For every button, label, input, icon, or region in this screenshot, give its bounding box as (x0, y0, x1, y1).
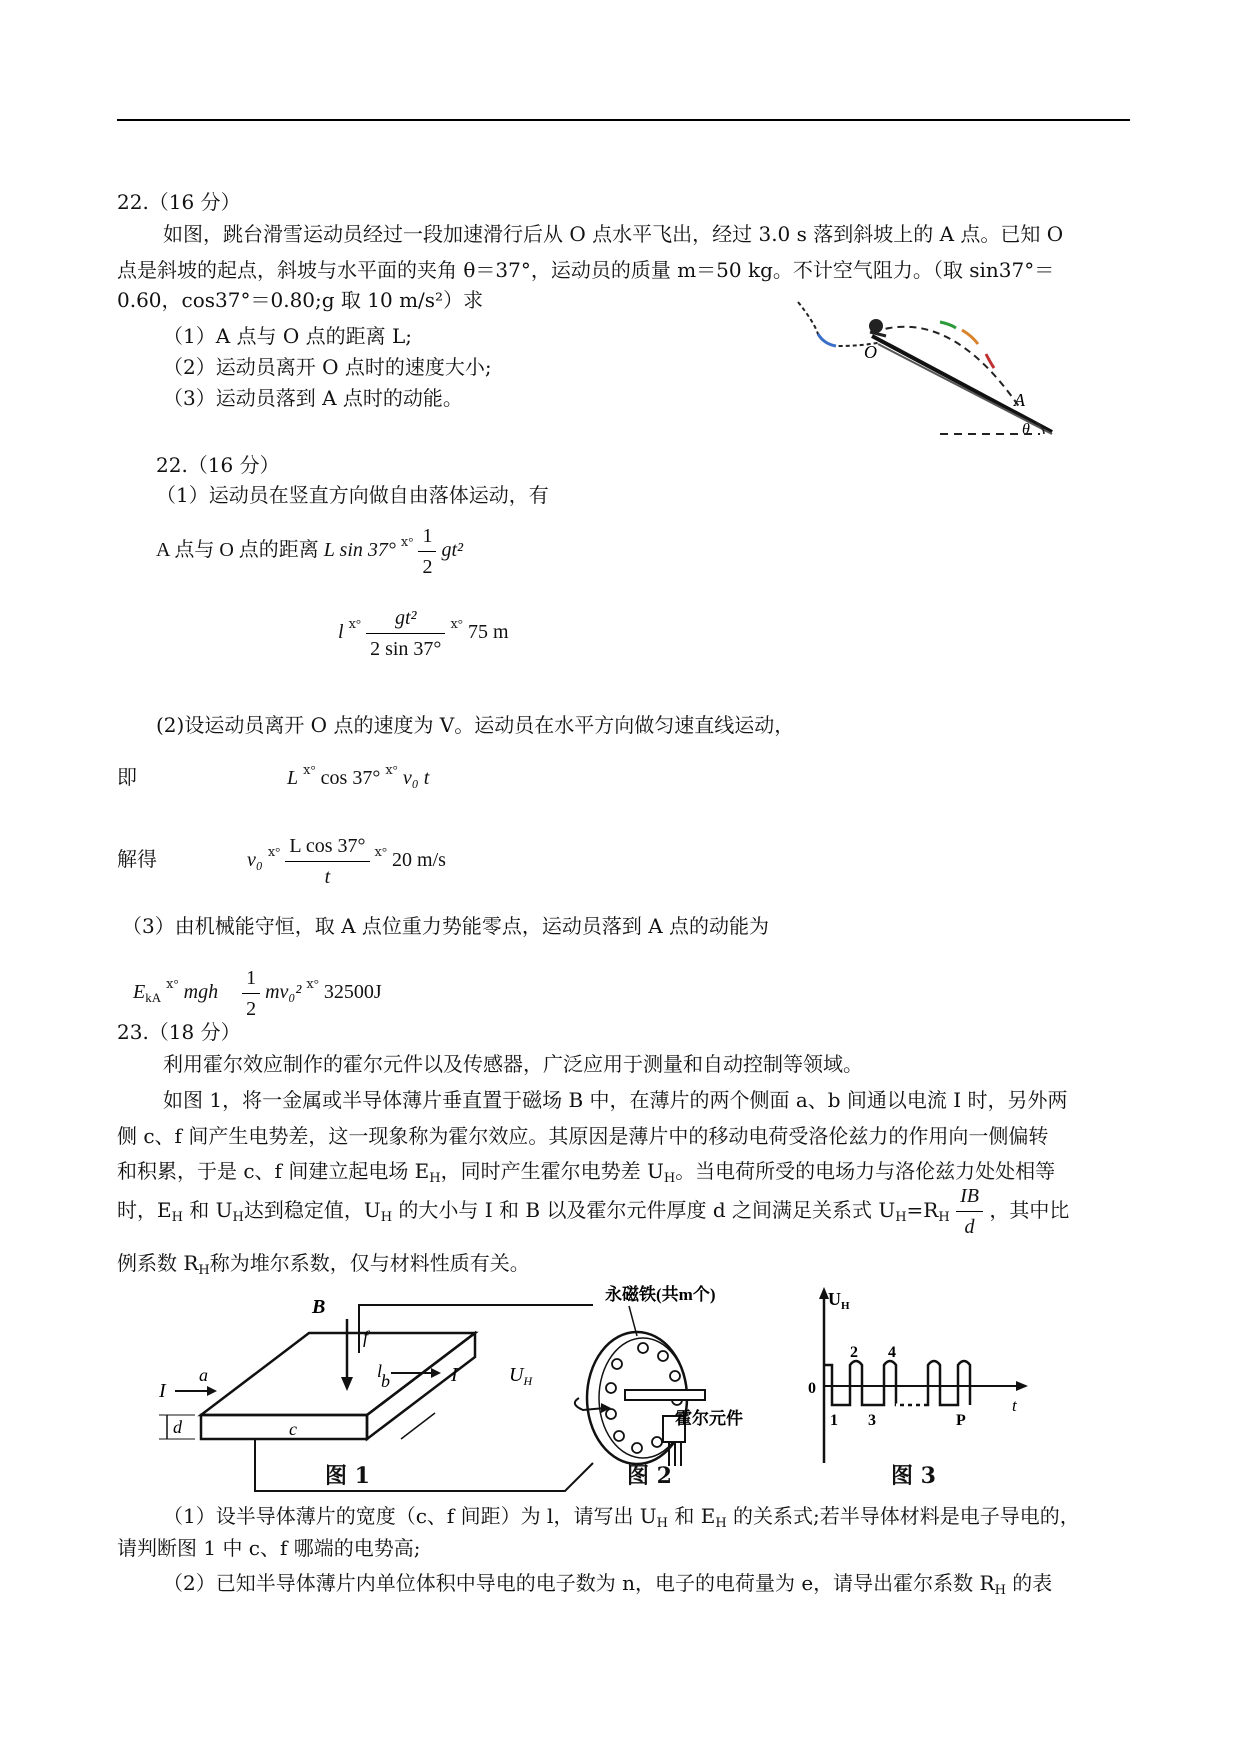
sol22-eq2b-jiede: 解得 (117, 849, 157, 871)
fig1-label-d: d (173, 1417, 182, 1437)
fig2-caption: 图 2 (627, 1463, 672, 1489)
sol22-eq2-lhs: L (287, 767, 299, 789)
q22-item3: （3）运动员落到 A 点时的动能。 (163, 386, 463, 410)
sol22-eq1-prefix: A 点与 O 点的距离 (156, 539, 319, 561)
fig-label-A: A (1014, 390, 1025, 410)
hall-figure-2 (565, 1280, 743, 1480)
q23-para2-line1: 如图 1，将一金属或半导体薄片垂直置于磁场 B 中，在薄片的两个侧面 a、b 间通以电流 I 时，另外两 (163, 1088, 1068, 1112)
sol22-eq3-lhs: E (133, 981, 146, 1003)
fig3-label-3: 3 (868, 1412, 876, 1429)
sol22-eq3-mgh: mgh (183, 981, 219, 1003)
sol22-eq2b (117, 820, 446, 892)
q22-item1: （1）A 点与 O 点的距离 L; (163, 324, 413, 348)
q22-intro-line1: 如图，跳台滑雪运动员经过一段加速滑行后从 O 点水平飞出，经过 3.0 s 落到斜坡上的 A 点。已知 O (163, 222, 1064, 246)
sol22-eq3-frac: $\frac{1}{2}$ (242, 963, 260, 1024)
q23-sub2-line1: （2）已知半导体薄片内单位体积中导电的电子数为 n，电子的电荷量为 e，请导出霍尔系数 $R_H$ 的表 (163, 1571, 1053, 1598)
q22-header: 22.（16 分） (117, 190, 241, 214)
sol22-eq2 (117, 757, 429, 791)
fig2-label-magnet: 永磁铁(共m个) (605, 1285, 716, 1304)
header-rule (117, 119, 1130, 121)
sol22-eq3-lhs-sub: kA (145, 990, 162, 1005)
q23-para2-line3: 和积累，于是 c、f 间建立起电场 $E_H$，同时产生霍尔电势差 $U_H$。当电荷所受的电场力与洛伦兹力处处相等 (117, 1159, 1056, 1186)
fig1-label-c: c (289, 1419, 297, 1439)
fig3-label-4: 4 (888, 1344, 896, 1361)
eq-glyph: ⅹ° (166, 976, 179, 991)
fig-label-O: O (864, 342, 877, 362)
sol22-eq2b-result: 20 m/s (392, 849, 446, 871)
fig1-label-B: B (312, 1296, 326, 1318)
fig-label-theta: θ (1022, 421, 1030, 438)
fig1-caption: 图 1 (325, 1463, 370, 1489)
fig3-label-P: P (956, 1412, 966, 1429)
fig3-label-2: 2 (850, 1344, 858, 1361)
q23-para2-line5: 例系数 $R_H$称为堆尔系数，仅与材料性质有关。 (117, 1251, 530, 1278)
fig1-label-I-left: I (159, 1380, 166, 1402)
fig1-label-UH: $U_H$ (509, 1364, 533, 1388)
sol22-eq2-rhs: v₀ t (402, 767, 430, 789)
sol22-step1: （1）运动员在竖直方向做自由落体运动，有 (156, 483, 549, 507)
sol22-eq1-lhs: L sin 37° (323, 539, 396, 561)
sol22-eq1b-lhs: l (338, 621, 344, 643)
fig1-label-I-right: I (451, 1364, 458, 1386)
eq-glyph: ⅹ° (450, 616, 463, 631)
eq-glyph: ⅹ° (267, 844, 281, 859)
q23-hall-frac: $\frac{IB}{d}$ (956, 1181, 983, 1242)
sol22-eq3-result: 32500J (323, 981, 382, 1003)
q23-header: 23.（18 分） (117, 1020, 241, 1044)
sol22-eq2b-frac: $\frac{\text{L cos 37°}}{t}$ (285, 831, 369, 892)
q22-item2: （2）运动员离开 O 点时的速度大小; (163, 355, 492, 379)
fig1-label-b: b (381, 1371, 390, 1391)
eq-glyph: ⅹ° (303, 762, 316, 777)
q23-para2-line4: 时，$E_H$ 和 $U_H$达到稳定值，$U_H$ 的大小与 I 和 B 以及霍尔元件厚度 d 之间满足关系式 $U_H=R_H$ $\frac{IB}{d}$ ，其中比 (117, 1180, 1069, 1248)
sol22-step2: (2)设运动员离开 O 点的速度为 V。运动员在水平方向做匀速直线运动， (156, 713, 795, 737)
q23-sub1-line2: 请判断图 1 中 c、f 哪端的电势高; (117, 1536, 421, 1560)
eq-glyph: ⅹ° (400, 534, 414, 549)
fig3-caption: 图 3 (891, 1463, 936, 1489)
fig3-label-UH: $U_H$ (828, 1289, 850, 1312)
q23-para2-line2: 侧 c、f 间产生电势差，这一现象称为霍尔效应。其原因是薄片中的移动电荷受洛伦兹力的作用向一侧偏转 (117, 1124, 1049, 1148)
sol22-header: 22.（16 分） (156, 453, 280, 477)
eq-glyph: ⅹ° (348, 616, 362, 631)
ski-jump-figure (790, 296, 1070, 442)
fig3-label-t: t (1012, 1396, 1017, 1415)
sol22-eq2b-lhs: v₀ (247, 849, 263, 871)
q22-intro-line3: 0.60，cos37°＝0.80;g 取 10 m/s²）求 (117, 288, 484, 312)
sol22-step3: （3）由机械能守恒，取 A 点位重力势能零点，运动员落到 A 点的动能为 (122, 914, 770, 938)
sol22-eq2-mid: cos 37° (320, 767, 381, 789)
sol22-eq1b-frac: $\frac{\text{gt²}}{2 \sin 37^\circ}$ (366, 603, 445, 664)
q22-intro-line2: 点是斜坡的起点，斜坡与水平面的夹角 θ＝37°，运动员的质量 m＝50 kg。不计空气阻力。（取 sin37°＝ (117, 258, 1055, 282)
q23-para1: 利用霍尔效应制作的霍尔元件以及传感器，广泛应用于测量和自动控制等领域。 (163, 1052, 863, 1076)
fig1-label-f: f (363, 1327, 369, 1347)
fig2-label-hall: 霍尔元件 (675, 1409, 743, 1428)
sol22-eq3-mv: mv₀² (265, 981, 302, 1003)
fig3-label-0: 0 (808, 1380, 816, 1397)
fig3-label-1: 1 (830, 1412, 838, 1429)
q23-sub1-line1: （1）设半导体薄片的宽度（c、f 间距）为 l，请写出 $U_H$ 和 $E_H$ 的关系式;若半导体材料是电子导电的， (163, 1504, 1080, 1531)
sol22-eq1b (338, 592, 509, 664)
eq-glyph: ⅹ° (306, 976, 319, 991)
eq-glyph: ⅹ° (385, 762, 398, 777)
fig1-label-a: a (199, 1365, 208, 1385)
sol22-eq1-rhs: gt² (441, 539, 463, 561)
sol22-eq1b-result: 75 m (467, 621, 509, 643)
eq-glyph: ⅹ° (374, 844, 388, 859)
hall-figure-1 (155, 1293, 595, 1503)
sol22-eq2-ji: 即 (117, 767, 137, 789)
sol22-eq1 (156, 512, 463, 582)
hall-figure-3 (800, 1283, 1035, 1473)
fig1-label-l: l (377, 1361, 383, 1381)
sol22-eq1-frac: $\frac{1}{2}$ (418, 521, 436, 582)
